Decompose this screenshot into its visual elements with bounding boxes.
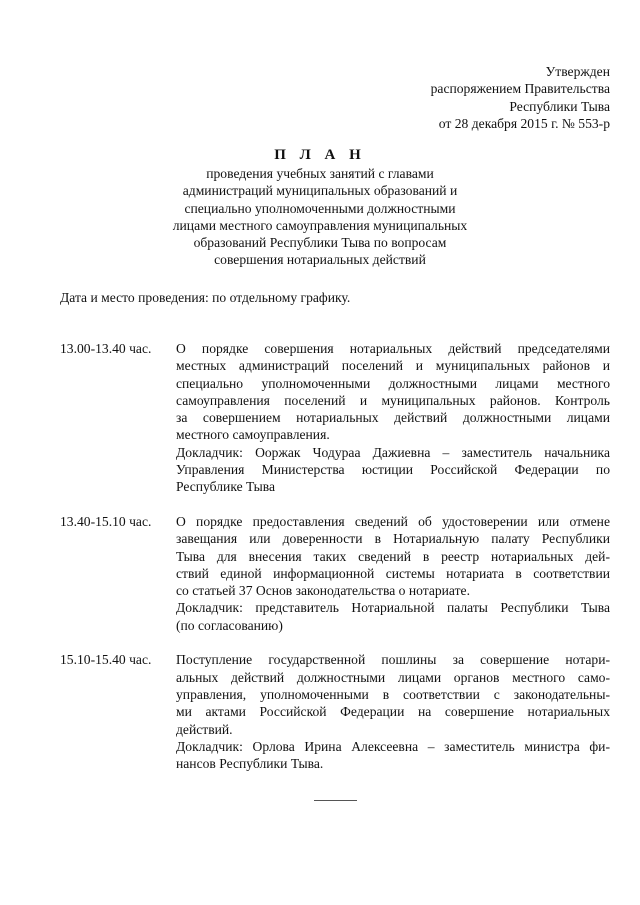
subtitle-line: лицами местного самоуправления муниципальных: [172, 217, 468, 233]
speaker-line: нансов Республики Тыва.: [176, 756, 324, 772]
date-place-note: Дата и место проведения: по отдельному графику.: [60, 290, 351, 305]
approval-line: Республики Тыва: [509, 98, 610, 114]
schedule-item: [60, 651, 610, 772]
body-line: Поступление государственной пошлины за совершение нотари-: [176, 652, 610, 668]
subtitle-line: администраций муниципальных образований и: [182, 183, 458, 199]
body-line: специально уполномоченными должностными лицами местного: [176, 375, 610, 391]
body-line: со статьей 37 Основ законодательства о нотариате.: [176, 583, 470, 599]
schedule-item-body: [176, 651, 610, 772]
subtitle-line: образований Республики Тыва по вопросам: [193, 235, 447, 251]
schedule-item: [60, 513, 610, 634]
speaker-line: Докладчик: Ооржак Чодураа Дажиевна – заместитель начальника: [176, 444, 610, 460]
body-line: альных действий должностными лицами органов местного само-: [176, 669, 610, 685]
body-line: самоуправления поселений и муниципальных районов. Контроль: [176, 392, 610, 408]
schedule-item: [60, 340, 610, 496]
body-line: Тыва для внесения таких сведений в реестр нотариальных дей-: [176, 548, 610, 564]
document-title: П Л А Н: [274, 147, 366, 163]
approval-line: распоряжением Правительства: [430, 81, 610, 97]
approval-line: от 28 декабря 2015 г. № 553-р: [438, 115, 610, 131]
subtitle-line: специально уполномоченными должностными: [184, 200, 456, 216]
schedule-item-time: 13.40-15.10 час.: [60, 513, 152, 529]
document-heading: [90, 145, 550, 269]
body-line: О порядке совершения нотариальных действий председателями: [176, 341, 610, 356]
body-line: местных администраций поселений и муниципальных районов и: [176, 358, 610, 374]
subtitle-line: совершения нотариальных действий: [214, 252, 426, 268]
speaker-line: Докладчик: представитель Нотариальной палаты Республики Тыва: [176, 600, 610, 616]
schedule-list: [60, 340, 610, 790]
approval-line: Утвержден: [545, 64, 610, 79]
body-line: ми актами Российской Федерации на совершение нотариальных: [176, 704, 610, 720]
document-subtitle: [90, 165, 550, 269]
subtitle-line: проведения учебных занятий с главами: [206, 166, 434, 181]
schedule-item-time: 13.00-13.40 час.: [60, 341, 152, 356]
body-line: управления, уполномоченными в соответствии с законодательны-: [176, 686, 610, 702]
speaker-line: Управления Министерства юстиции Российской Федерации по: [176, 462, 610, 478]
body-line: ствий единой информационной системы нотариата в соответствии: [176, 565, 610, 581]
speaker-line: Докладчик: Орлова Ирина Алексеевна – заместитель министра фи-: [176, 738, 610, 754]
end-separator-line: [314, 800, 357, 801]
body-line: завещания или доверенности в Нотариальную палату Республики: [176, 531, 610, 547]
speaker-line: Республике Тыва: [176, 479, 276, 495]
body-line: действий.: [176, 721, 233, 737]
schedule-item-body: [176, 340, 610, 496]
body-line: местного самоуправления.: [176, 427, 330, 443]
speaker-line: (по согласованию): [176, 617, 283, 633]
schedule-item-time: 15.10-15.40 час.: [60, 652, 152, 668]
schedule-item-body: [176, 513, 610, 634]
body-line: за совершением нотариальных действий должностными лицами: [176, 410, 610, 426]
body-line: О порядке предоставления сведений об удостоверении или отмене: [176, 513, 610, 529]
approval-stamp: [350, 63, 610, 132]
